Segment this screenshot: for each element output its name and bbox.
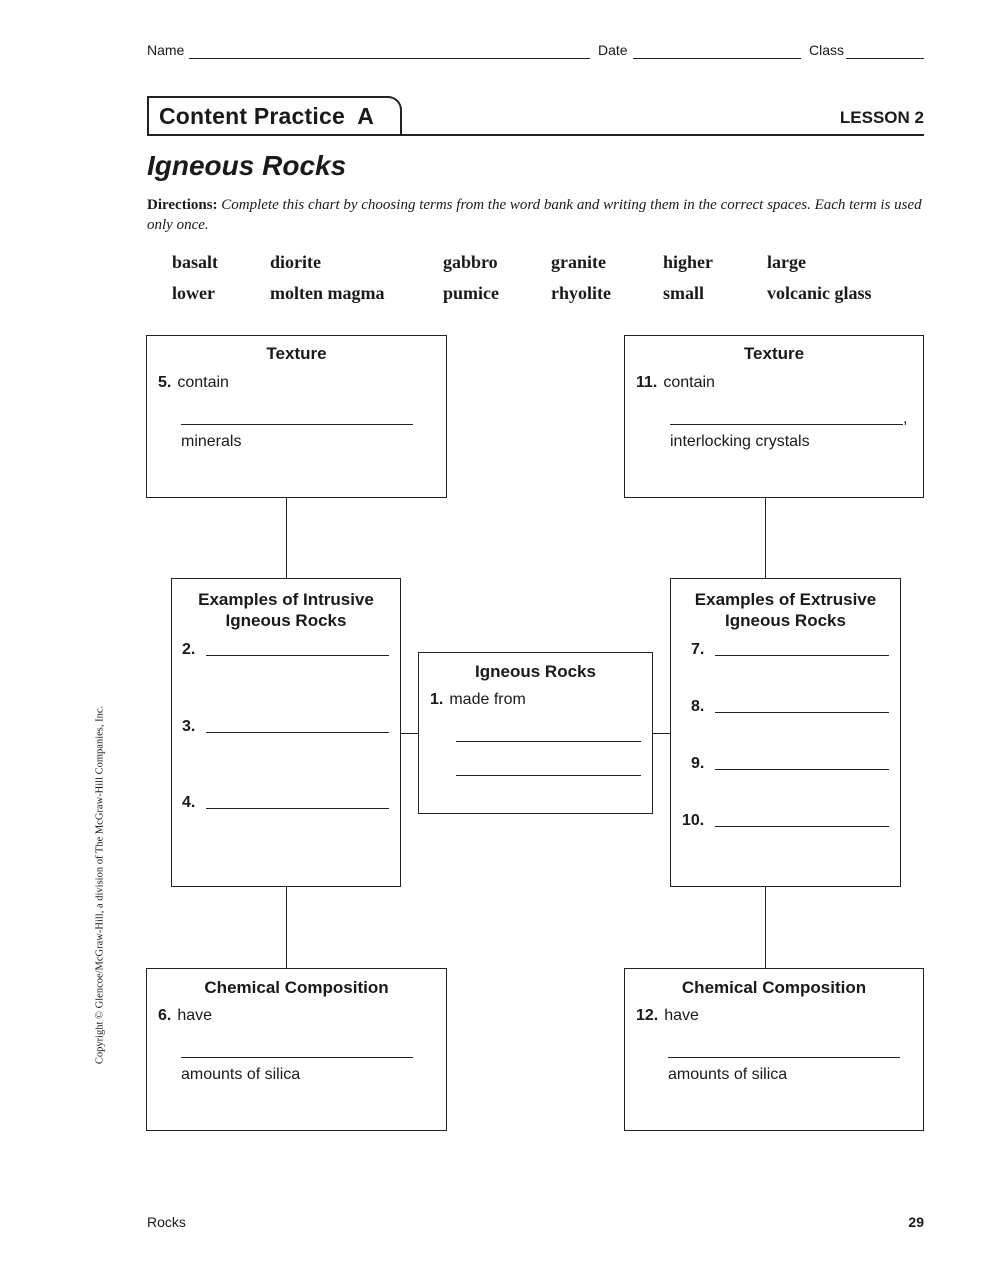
extrusive-examples-box xyxy=(670,578,901,887)
question-number: 11. xyxy=(636,374,658,391)
copyright-notice: Copyright © Glencoe/McGraw-Hill, a division of The McGraw-Hill Companies, Inc. xyxy=(94,705,106,1065)
class-field[interactable] xyxy=(846,58,924,59)
question-11 xyxy=(636,374,715,392)
directions-text: Complete this chart by choosing terms from the word bank and writing them in the correct spaces. Each term is used only once. xyxy=(147,197,922,233)
answer-blank-7[interactable] xyxy=(715,655,889,656)
question-number: 8. xyxy=(691,698,705,715)
answer-blank-11[interactable] xyxy=(670,424,903,425)
question-after-text: amounts of silica xyxy=(668,1066,788,1083)
word-bank-item: higher xyxy=(663,252,714,272)
word-bank-item: pumice xyxy=(443,283,499,303)
box-title: Igneous Rocks xyxy=(475,662,596,681)
box-title-line2: Igneous Rocks xyxy=(225,611,347,630)
answer-blank-3[interactable] xyxy=(206,732,389,733)
directions xyxy=(147,195,927,235)
connector-line xyxy=(400,733,418,734)
class-label: Class xyxy=(809,42,845,58)
question-number: 12. xyxy=(636,1007,659,1024)
question-after-text: minerals xyxy=(181,433,242,450)
word-bank-item: lower xyxy=(172,283,215,303)
content-practice-banner xyxy=(147,96,402,134)
question-12 xyxy=(636,1007,699,1025)
question-number: 5. xyxy=(158,374,172,391)
box-title: Chemical Composition xyxy=(681,978,867,997)
word-bank-item: molten magma xyxy=(270,283,385,303)
texture-box-right xyxy=(624,335,924,498)
box-title: Texture xyxy=(266,344,327,363)
header-rule xyxy=(147,134,924,136)
question-number: 3. xyxy=(182,718,196,735)
connector-line xyxy=(765,886,766,969)
connector-line xyxy=(286,886,287,969)
texture-box-left xyxy=(146,335,447,498)
page-title: Igneous Rocks xyxy=(147,150,347,181)
question-number: 10. xyxy=(682,812,705,829)
question-number: 4. xyxy=(182,794,196,811)
question-text: have xyxy=(177,1007,213,1024)
answer-blank-2[interactable] xyxy=(206,655,389,656)
connector-line xyxy=(765,497,766,579)
question-after-text: interlocking crystals xyxy=(670,433,810,450)
intrusive-examples-box xyxy=(171,578,401,887)
answer-blank-1b[interactable] xyxy=(456,775,641,776)
answer-blank-10[interactable] xyxy=(715,826,889,827)
answer-blank-9[interactable] xyxy=(715,769,889,770)
name-label: Name xyxy=(147,42,185,58)
question-text: have xyxy=(664,1007,699,1024)
word-bank-item: volcanic glass xyxy=(767,283,872,303)
word-bank-item: small xyxy=(663,283,705,303)
question-6 xyxy=(158,1007,212,1025)
answer-blank-5[interactable] xyxy=(181,424,413,425)
box-title-line2: Igneous Rocks xyxy=(725,611,846,630)
question-1 xyxy=(430,691,526,709)
word-bank-item: large xyxy=(767,252,806,272)
box-title: Texture xyxy=(743,344,805,363)
question-number: 1. xyxy=(430,691,444,708)
word-bank-item: rhyolite xyxy=(551,283,611,303)
page-number: 29 xyxy=(908,1214,924,1230)
comma: , xyxy=(903,410,908,427)
answer-blank-1a[interactable] xyxy=(456,741,641,742)
date-label: Date xyxy=(598,42,628,58)
answer-blank-8[interactable] xyxy=(715,712,889,713)
question-number: 7. xyxy=(691,641,705,658)
question-5 xyxy=(158,374,229,392)
word-bank-item: diorite xyxy=(270,252,321,272)
connector-line xyxy=(286,497,287,579)
igneous-rocks-center-box xyxy=(418,652,653,814)
answer-blank-6[interactable] xyxy=(181,1057,413,1058)
connector-line xyxy=(652,733,671,734)
question-number: 9. xyxy=(691,755,705,772)
box-title-line1: Examples of Intrusive xyxy=(198,590,374,609)
date-field[interactable] xyxy=(633,58,801,59)
question-number: 6. xyxy=(158,1007,172,1024)
banner-text: Content Practice A xyxy=(159,103,375,129)
chemical-composition-box-right xyxy=(624,968,924,1131)
word-bank-item: basalt xyxy=(172,252,219,272)
chemical-composition-box-left xyxy=(146,968,447,1131)
box-title-line1: Examples of Extrusive xyxy=(694,590,877,609)
answer-blank-4[interactable] xyxy=(206,808,389,809)
answer-blank-12[interactable] xyxy=(668,1057,900,1058)
directions-label: Directions: xyxy=(147,197,218,213)
question-number: 2. xyxy=(182,641,196,658)
question-after-text: amounts of silica xyxy=(181,1066,301,1083)
question-text: made from xyxy=(449,691,526,708)
name-field[interactable] xyxy=(189,58,590,59)
footer-section: Rocks xyxy=(147,1214,186,1230)
lesson-label: LESSON 2 xyxy=(839,108,924,127)
question-text: contain xyxy=(663,374,715,391)
word-bank-item: gabbro xyxy=(443,252,498,272)
question-text: contain xyxy=(177,374,229,391)
word-bank-item: granite xyxy=(551,252,606,272)
box-title: Chemical Composition xyxy=(204,978,389,997)
